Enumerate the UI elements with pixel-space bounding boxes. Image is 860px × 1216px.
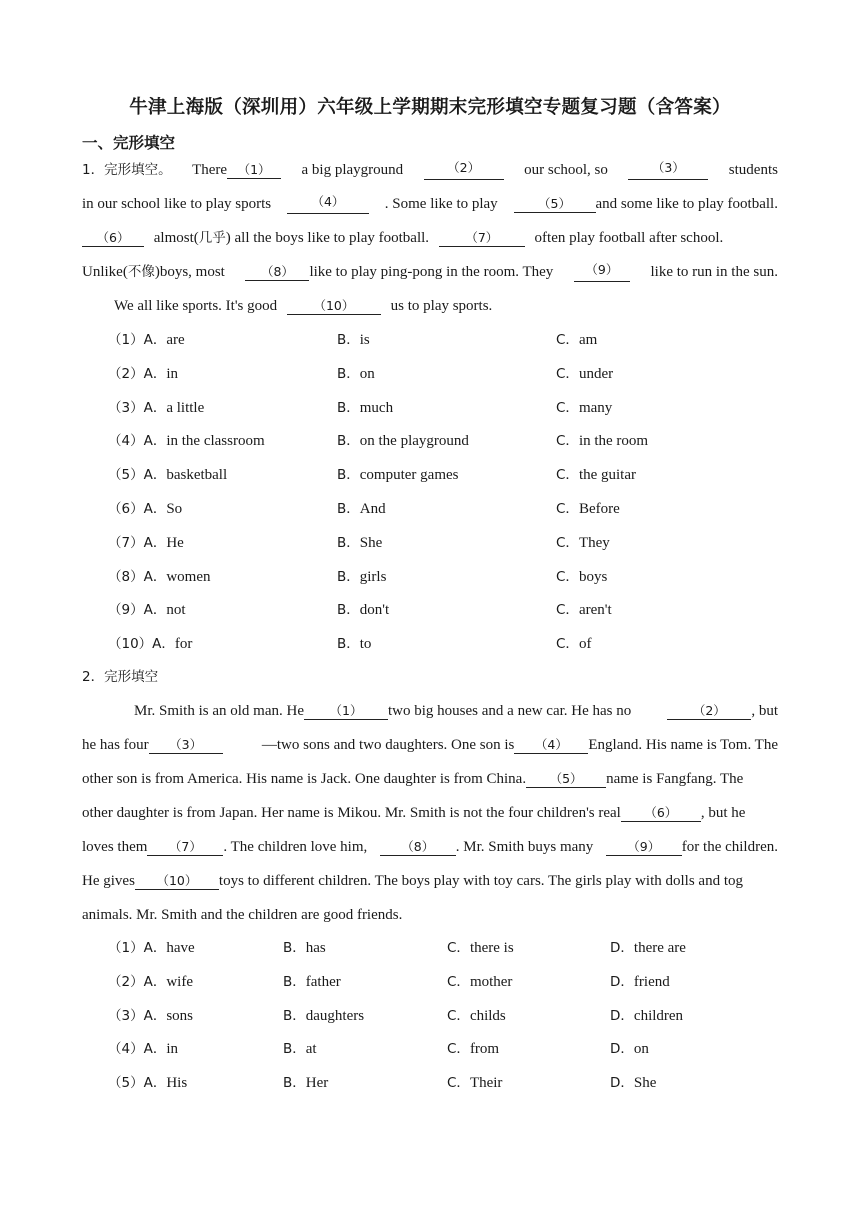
option-b[interactable] bbox=[283, 1073, 328, 1093]
option-text: friend bbox=[633, 973, 670, 990]
option-letter: B． bbox=[337, 568, 360, 585]
option-text: father bbox=[305, 973, 341, 990]
option-d[interactable] bbox=[610, 1073, 656, 1093]
option-a[interactable] bbox=[108, 398, 204, 418]
option-letter: B． bbox=[337, 636, 360, 653]
q2-line-2 bbox=[82, 735, 778, 755]
option-b[interactable] bbox=[337, 533, 382, 553]
option-text: on bbox=[359, 365, 375, 382]
option-letter: B． bbox=[337, 399, 360, 416]
option-b[interactable] bbox=[337, 364, 375, 384]
option-a[interactable] bbox=[108, 330, 185, 350]
answer-blank[interactable]: （6） bbox=[621, 805, 701, 822]
option-letter: C． bbox=[447, 1075, 470, 1092]
option-text: am bbox=[578, 332, 598, 348]
q1-line-2 bbox=[82, 194, 778, 214]
option-text: have bbox=[166, 940, 195, 956]
passage-fragment: and some like to play football. bbox=[595, 196, 778, 212]
q2-option-row bbox=[0, 938, 860, 958]
option-letter: C． bbox=[556, 332, 579, 348]
option-c[interactable] bbox=[556, 330, 597, 350]
option-text: of bbox=[578, 636, 592, 653]
question-number: 2． bbox=[82, 669, 105, 685]
option-text: there are bbox=[633, 940, 686, 956]
q2-line-3 bbox=[82, 769, 778, 789]
option-letter: （4）A． bbox=[108, 433, 167, 450]
option-c[interactable] bbox=[556, 465, 636, 485]
option-letter: C． bbox=[556, 467, 579, 484]
option-b[interactable] bbox=[337, 431, 469, 451]
option-letter: C． bbox=[447, 1007, 470, 1024]
option-letter: C． bbox=[447, 973, 470, 990]
passage-fragment: two big houses and a new car. He has no bbox=[388, 703, 632, 719]
option-text: not bbox=[166, 602, 186, 619]
option-letter: （2）A． bbox=[108, 973, 167, 990]
answer-blank[interactable]: （7） bbox=[147, 839, 223, 856]
option-a[interactable] bbox=[108, 364, 178, 384]
question-number: 1． bbox=[82, 162, 105, 178]
passage-fragment: . The children love him, bbox=[223, 839, 368, 855]
option-text: in bbox=[166, 1041, 178, 1058]
option-b[interactable] bbox=[337, 567, 386, 587]
q1-option-row bbox=[0, 431, 860, 451]
option-text: Their bbox=[469, 1075, 503, 1092]
q1-option-row bbox=[0, 499, 860, 519]
answer-blank[interactable]: （8） bbox=[380, 839, 456, 856]
option-a[interactable] bbox=[108, 499, 182, 519]
option-a[interactable] bbox=[108, 1073, 187, 1093]
option-letter: B． bbox=[283, 940, 306, 956]
option-letter: （1）A． bbox=[108, 940, 167, 956]
answer-blank[interactable]: （1） bbox=[304, 703, 388, 720]
option-text: on the playground bbox=[359, 433, 469, 450]
option-b[interactable] bbox=[337, 499, 386, 519]
option-text: at bbox=[305, 1041, 317, 1058]
passage-fragment: often play football after school. bbox=[534, 230, 724, 246]
q2-option-row bbox=[0, 972, 860, 992]
option-text: children bbox=[633, 1007, 684, 1024]
option-a[interactable] bbox=[108, 938, 195, 958]
option-b[interactable] bbox=[283, 1039, 317, 1059]
option-c[interactable] bbox=[447, 1073, 502, 1093]
passage-fragment: our school, so bbox=[524, 162, 608, 178]
option-c[interactable] bbox=[447, 1039, 499, 1059]
option-letter: B． bbox=[283, 1075, 306, 1092]
passage-fragment: Mr. Smith is an old man. He bbox=[134, 703, 304, 719]
q2-line-4 bbox=[82, 803, 778, 823]
option-text: under bbox=[578, 365, 614, 382]
q2-header bbox=[82, 667, 778, 687]
option-c[interactable] bbox=[447, 938, 514, 958]
passage-fragment: like to run in the sun. bbox=[650, 264, 778, 280]
option-c[interactable] bbox=[556, 431, 648, 451]
q1-line-3 bbox=[82, 228, 752, 248]
option-letter: B． bbox=[337, 433, 360, 450]
option-letter: C． bbox=[556, 365, 579, 382]
passage-fragment: , but he bbox=[700, 805, 746, 821]
option-letter: B． bbox=[283, 1041, 306, 1058]
option-c[interactable] bbox=[447, 972, 512, 992]
q1-line-4 bbox=[82, 262, 778, 282]
q2-line-6 bbox=[82, 871, 778, 891]
passage-fragment: toys to different children. The boys play with toy cars. The girls play with dolls and tog bbox=[218, 873, 743, 889]
option-text: the guitar bbox=[578, 467, 637, 484]
option-text: boys bbox=[578, 568, 608, 585]
q1-line-1 bbox=[82, 160, 778, 180]
option-text: on bbox=[633, 1041, 649, 1058]
option-text: is bbox=[359, 332, 370, 348]
option-letter: B． bbox=[283, 973, 306, 990]
option-b[interactable] bbox=[337, 600, 389, 620]
answer-blank[interactable]: （10） bbox=[135, 873, 219, 890]
option-b[interactable] bbox=[337, 398, 393, 418]
passage-fragment: ) all the boys like to play football. bbox=[225, 230, 430, 246]
option-text: are bbox=[166, 332, 185, 348]
option-letter: （9）A． bbox=[108, 602, 167, 619]
passage-fragment: Unlike( bbox=[82, 264, 128, 280]
option-a[interactable] bbox=[108, 1039, 178, 1059]
option-c[interactable] bbox=[447, 1006, 506, 1026]
option-c[interactable] bbox=[556, 364, 613, 384]
option-c[interactable] bbox=[556, 600, 612, 620]
passage-fragment: in our school like to play sports bbox=[82, 196, 272, 212]
passage-fragment: other son is from America. His name is Jack. One daughter is from China. bbox=[82, 771, 527, 787]
option-c[interactable] bbox=[556, 499, 620, 519]
q1-option-row bbox=[0, 634, 860, 654]
option-letter: B． bbox=[337, 332, 360, 348]
page-title: 牛津上海版（深圳用）六年级上学期期末完形填空专题复习题（含答案） bbox=[129, 97, 731, 118]
option-text: there is bbox=[469, 940, 514, 956]
option-letter: B． bbox=[283, 1007, 306, 1024]
answer-blank[interactable]: （5） bbox=[514, 196, 596, 213]
option-letter: C． bbox=[447, 1041, 470, 1058]
option-text: a little bbox=[166, 399, 205, 416]
q1-option-row bbox=[0, 330, 860, 350]
option-text: daughters bbox=[305, 1007, 365, 1024]
option-text: She bbox=[359, 534, 383, 551]
option-text: He bbox=[166, 534, 184, 551]
q2-line-5 bbox=[82, 837, 778, 857]
passage-fragment: other daughter is from Japan. Her name is Mikou. Mr. Smith is not the four children's real bbox=[82, 805, 621, 821]
answer-blank[interactable]: （1） bbox=[227, 162, 281, 179]
option-letter: B． bbox=[337, 602, 360, 619]
option-letter: C． bbox=[447, 940, 470, 956]
option-d[interactable] bbox=[610, 972, 670, 992]
option-letter: C． bbox=[556, 602, 579, 619]
option-letter: （4）A． bbox=[108, 1041, 167, 1058]
answer-blank[interactable]: （5） bbox=[526, 771, 606, 788]
option-text: for bbox=[174, 636, 193, 653]
answer-blank[interactable]: （4） bbox=[514, 737, 588, 754]
answer-blank[interactable]: （2） bbox=[667, 703, 751, 720]
option-d[interactable] bbox=[610, 1039, 649, 1059]
passage-fragment: He gives bbox=[82, 873, 135, 889]
q1-option-row bbox=[0, 600, 860, 620]
answer-blank[interactable]: （10） bbox=[287, 298, 381, 315]
q2-option-row bbox=[0, 1006, 860, 1026]
passage-fragment: he has four bbox=[82, 737, 149, 753]
option-d[interactable] bbox=[610, 938, 686, 958]
q1-option-row bbox=[0, 364, 860, 384]
answer-blank[interactable]: （9） bbox=[606, 839, 682, 856]
q1-option-row bbox=[0, 398, 860, 418]
option-b[interactable] bbox=[283, 938, 326, 958]
option-text: Before bbox=[578, 501, 620, 517]
option-b[interactable] bbox=[337, 330, 370, 350]
option-text: computer games bbox=[359, 467, 459, 484]
passage-fragment: There （1） bbox=[192, 160, 281, 180]
option-b[interactable] bbox=[337, 634, 371, 654]
option-text: has bbox=[305, 940, 326, 956]
option-text: childs bbox=[469, 1007, 506, 1024]
passage-fragment: us to play sports. bbox=[390, 298, 493, 314]
option-letter: D． bbox=[610, 973, 634, 990]
option-a[interactable] bbox=[108, 600, 186, 620]
option-letter: （5）A． bbox=[108, 467, 167, 484]
option-text: in bbox=[166, 365, 178, 382]
q1-option-row bbox=[0, 465, 860, 485]
option-a[interactable] bbox=[108, 465, 227, 485]
option-c[interactable] bbox=[556, 398, 612, 418]
option-letter: （10）A． bbox=[108, 636, 175, 653]
option-text: from bbox=[469, 1041, 500, 1058]
option-letter: C． bbox=[556, 433, 579, 450]
option-text: So bbox=[166, 501, 183, 517]
option-text: Her bbox=[305, 1075, 329, 1092]
option-letter: （7）A． bbox=[108, 534, 167, 551]
q2-option-row bbox=[0, 1073, 860, 1093]
option-a[interactable] bbox=[108, 1006, 193, 1026]
q2-option-row bbox=[0, 1039, 860, 1059]
q1-option-row bbox=[0, 533, 860, 553]
answer-blank[interactable]: （2） bbox=[424, 160, 504, 180]
option-letter: C． bbox=[556, 399, 579, 416]
option-letter: C． bbox=[556, 636, 579, 653]
passage-fragment: for the children. bbox=[681, 839, 778, 855]
question-label: 完形填空。 bbox=[104, 162, 172, 178]
answer-blank[interactable]: （3） bbox=[628, 160, 708, 180]
option-letter: D． bbox=[610, 940, 634, 956]
option-text: girls bbox=[359, 568, 387, 585]
answer-blank[interactable]: （9） bbox=[574, 262, 630, 282]
option-letter: （6）A． bbox=[108, 501, 167, 517]
passage-fragment: —two sons and two daughters. One son is bbox=[261, 737, 515, 753]
option-text: many bbox=[578, 399, 613, 416]
passage-fragment: like to play ping-pong in the room. They bbox=[309, 264, 554, 280]
option-text: in the room bbox=[578, 433, 649, 450]
passage-fragment: students bbox=[728, 162, 778, 178]
option-letter: D． bbox=[610, 1075, 634, 1092]
option-a[interactable] bbox=[108, 972, 193, 992]
option-letter: D． bbox=[610, 1007, 634, 1024]
q1-intro bbox=[82, 160, 172, 180]
option-letter: B． bbox=[337, 534, 360, 551]
answer-blank[interactable]: （4） bbox=[287, 194, 369, 214]
option-letter: （3）A． bbox=[108, 1007, 167, 1024]
option-a[interactable] bbox=[108, 634, 192, 654]
option-text: wife bbox=[166, 973, 193, 990]
answer-blank[interactable]: （7） bbox=[439, 230, 525, 247]
option-text: mother bbox=[469, 973, 513, 990]
option-b[interactable] bbox=[283, 972, 341, 992]
question-label: 完形填空 bbox=[104, 669, 159, 685]
option-text: aren't bbox=[578, 602, 612, 619]
option-text: women bbox=[166, 568, 211, 585]
option-letter: D． bbox=[610, 1041, 634, 1058]
option-c[interactable] bbox=[556, 634, 591, 654]
option-text: They bbox=[578, 534, 610, 551]
passage-fragment: )boys, most bbox=[154, 264, 225, 280]
option-letter: C． bbox=[556, 568, 579, 585]
option-b[interactable] bbox=[283, 1006, 364, 1026]
passage-fragment: 不像 bbox=[127, 264, 155, 280]
q2-line-7 bbox=[82, 905, 778, 925]
option-text: She bbox=[633, 1075, 657, 1092]
option-c[interactable] bbox=[556, 533, 610, 553]
option-text: much bbox=[359, 399, 394, 416]
option-letter: （3）A． bbox=[108, 399, 167, 416]
q1-line-5 bbox=[114, 296, 714, 316]
option-letter: （8）A． bbox=[108, 568, 167, 585]
option-letter: C． bbox=[556, 501, 579, 517]
option-text: basketball bbox=[166, 467, 228, 484]
passage-fragment: , but bbox=[751, 703, 778, 719]
option-b[interactable] bbox=[337, 465, 458, 485]
option-text: And bbox=[359, 501, 386, 517]
option-text: in the classroom bbox=[166, 433, 265, 450]
passage-fragment: a big playground bbox=[301, 162, 404, 178]
option-a[interactable] bbox=[108, 567, 211, 587]
section-heading: 一、完形填空 bbox=[82, 134, 176, 152]
option-letter: B． bbox=[337, 501, 360, 517]
passage-fragment: loves them bbox=[82, 839, 148, 855]
option-text: sons bbox=[166, 1007, 194, 1024]
option-d[interactable] bbox=[610, 1006, 683, 1026]
passage-fragment: . Mr. Smith buys many bbox=[455, 839, 594, 855]
q2-line-1 bbox=[134, 701, 778, 721]
option-c[interactable] bbox=[556, 567, 607, 587]
passage-fragment: animals. Mr. Smith and the children are good friends. bbox=[82, 907, 403, 923]
answer-blank[interactable]: （3） bbox=[149, 737, 223, 754]
option-text: His bbox=[166, 1075, 188, 1092]
option-letter: B． bbox=[337, 365, 360, 382]
passage-fragment: name is Fangfang. The bbox=[606, 771, 744, 787]
passage-fragment: almost( bbox=[153, 230, 199, 246]
option-letter: （2）A． bbox=[108, 365, 167, 382]
passage-fragment: England. His name is Tom. The bbox=[588, 737, 778, 753]
option-text: don't bbox=[359, 602, 390, 619]
passage-fragment: We all like sports. It's good bbox=[114, 298, 278, 314]
passage-fragment: . Some like to play bbox=[384, 196, 498, 212]
option-letter: C． bbox=[556, 534, 579, 551]
option-letter: （5）A． bbox=[108, 1075, 167, 1092]
option-a[interactable] bbox=[108, 533, 184, 553]
answer-blank[interactable]: （6） bbox=[82, 230, 144, 247]
option-letter: （1）A． bbox=[108, 332, 167, 348]
option-a[interactable] bbox=[108, 431, 265, 451]
option-letter: B． bbox=[337, 467, 360, 484]
passage-fragment: 几乎 bbox=[198, 230, 226, 246]
answer-blank[interactable]: （8） bbox=[245, 264, 309, 281]
q1-option-row bbox=[0, 567, 860, 587]
option-text: to bbox=[359, 636, 372, 653]
